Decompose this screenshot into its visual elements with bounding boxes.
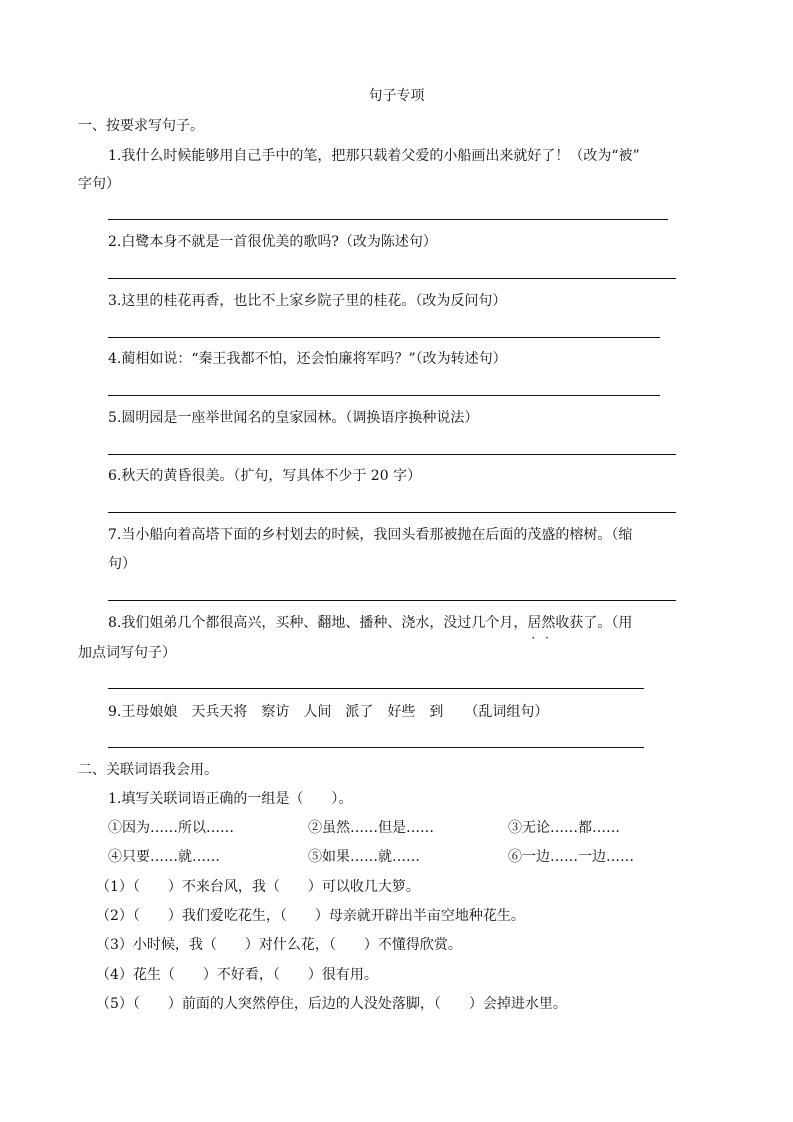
answer-line-4[interactable] [108, 395, 660, 396]
option-1: ①因为……所以…… [108, 820, 234, 836]
answer-line-7[interactable] [108, 600, 676, 601]
answer-line-8[interactable] [108, 688, 644, 689]
option-5: ⑤如果……就…… [308, 849, 420, 865]
dotted-word: 居然 · · [527, 615, 555, 631]
answer-line-5[interactable] [108, 454, 676, 455]
fill-item-4: （4）花生（ ）不好看，（ ）很有用。 [96, 967, 378, 983]
question-7-continuation: 句） [108, 556, 136, 572]
question-1-continuation: 字句） [78, 176, 120, 192]
question-8 [108, 613, 632, 633]
answer-line-1[interactable] [108, 219, 668, 220]
option-6: ⑥一边……一边…… [508, 849, 634, 865]
option-2: ②虽然……但是…… [308, 820, 434, 836]
section-heading-1: 一、按要求写句子。 [78, 118, 204, 134]
fill-item-1: （1）（ ）不来台风，我（ ）可以收几大箩。 [96, 879, 420, 895]
section-heading-2: 二、关联词语我会用。 [78, 762, 218, 778]
option-3: ③无论……都…… [508, 820, 620, 836]
option-4: ④只要……就…… [108, 849, 220, 865]
question-1: 1.我什么时候能够用自己手中的笔，把那只载着父爱的小船画出来就好了！（改为“被” [108, 148, 640, 164]
question-6: 6.秋天的黄昏很美。（扩句，写具体不少于 20 字） [108, 468, 422, 484]
fill-item-3: （3）小时候，我（ ）对什么花，（ ）不懂得欣赏。 [96, 937, 462, 953]
question-9: 9.王母娘娘 天兵天将 察访 人间 派了 好些 到 （乱词组句） [108, 704, 549, 720]
section2-question-1: 1.填写关联词语正确的一组是（ ）。 [108, 791, 353, 807]
answer-line-2[interactable] [108, 278, 676, 279]
question-8-text-after: 收获了。（用 [555, 615, 633, 631]
question-4: 4.蔺相如说：“秦王我都不怕，还会怕廉将军吗？”（改为转述句） [108, 351, 507, 367]
question-8-continuation: 加点词写句子） [78, 645, 176, 661]
fill-item-2: （2）（ ）我们爱吃花生，（ ）母亲就开辟出半亩空地种花生。 [96, 908, 525, 924]
question-3: 3.这里的桂花再香，也比不上家乡院子里的桂花。（改为反问句） [108, 293, 507, 309]
question-8-text-before: 8.我们姐弟几个都很高兴，买种、翻地、播种、浇水，没过几个月， [108, 615, 528, 631]
question-7: 7.当小船向着高塔下面的乡村划去的时候，我回头看那被抛在后面的茂盛的榕树。（缩 [108, 527, 633, 543]
question-2: 2.白鹭本身不就是一首很优美的歌吗?（改为陈述句） [108, 234, 437, 250]
fill-item-5: （5）（ ）前面的人突然停住，后边的人没处落脚，（ ）会掉进水里。 [96, 996, 567, 1012]
page-title: 句子专项 [368, 88, 425, 104]
answer-line-9[interactable] [108, 747, 644, 748]
answer-line-6[interactable] [108, 512, 676, 513]
answer-line-3[interactable] [108, 337, 660, 338]
question-5: 5.圆明园是一座举世闻名的皇家园林。（调换语序换种说法） [108, 410, 479, 426]
